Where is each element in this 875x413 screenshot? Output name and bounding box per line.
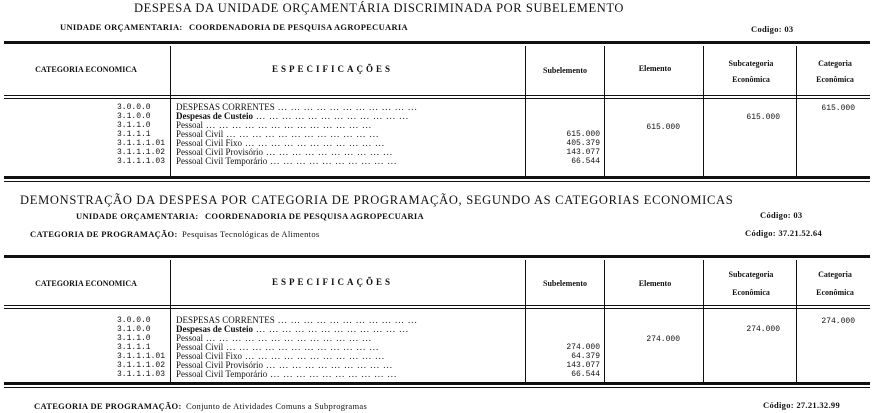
spec: Despesas de Custeio	[176, 324, 254, 334]
section1-header-rule-2	[4, 98, 870, 99]
subelemento-value: 66.544	[571, 157, 600, 166]
code: 3.1.0.0	[117, 112, 151, 121]
section1-unidade	[60, 22, 408, 32]
footer-programacao-label: CATEGORIA DE PROGRAMAÇÃO:	[34, 401, 182, 411]
divider	[604, 260, 605, 382]
section1-header-categoria-econ: Categoria Econômica	[816, 59, 854, 84]
section2-header-subelemento: Subelemento	[543, 279, 587, 288]
subelemento-value: 274.000	[566, 343, 600, 352]
spec: Pessoal Civil Provisório	[176, 147, 264, 157]
subelemento-value: 64.379	[571, 352, 600, 361]
divider	[170, 260, 171, 382]
footer-programacao-value: Conjunto de Atividades Comuns a Subprogramas	[186, 401, 368, 411]
spec: Pessoal Civil Temporário	[176, 156, 268, 166]
section1-bottom-rule-2	[4, 181, 870, 182]
code: 3.1.1.1.03	[117, 157, 166, 166]
code: 3.1.1.1	[117, 343, 151, 352]
section1-top-rule	[4, 41, 870, 44]
section2-header-categoria: CATEGORIA ECONOMICA	[35, 279, 137, 288]
section2-header-subcategoria: Subcategoria Econômica	[728, 270, 774, 297]
section2-title: DEMONSTRAÇÃO DA DESPESA POR CATEGORIA DE PROGRAMAÇÃO, SEGUNDO AS CATEGORIAS ECONOMICAS	[20, 193, 734, 207]
subelemento-value: 143.077	[566, 148, 600, 157]
section1-unidade-label: UNIDADE ORÇAMENTARIA:	[60, 22, 183, 32]
section2-header-rule-2	[4, 308, 870, 309]
section2-bottom-rule-2	[4, 387, 870, 388]
spec: Pessoal Civil	[176, 129, 224, 139]
section1-header-subcategoria: Subcategoria Econômica	[728, 59, 774, 84]
section1-categoria-value: 615.000	[821, 104, 855, 113]
section1-codigo: Codigo: 03	[751, 24, 794, 34]
section1-header-rule	[4, 95, 870, 96]
section1-unidade-value: COORDENADORIA DE PESQUISA AGROPECUARIA	[188, 22, 408, 32]
section1-elemento-value: 615.000	[646, 123, 680, 132]
section2-unidade-value: COORDENADORIA DE PESQUISA AGROPECUARIA	[204, 211, 424, 221]
spec: Pessoal Civil Fixo	[176, 351, 243, 361]
spec: Pessoal Civil	[176, 342, 224, 352]
code: 3.1.1.1.03	[117, 370, 166, 379]
divider	[525, 260, 526, 382]
section2-categoria-value: 274.000	[821, 317, 855, 326]
divider	[796, 260, 797, 382]
section1-header-subelemento: Subelemento	[543, 66, 587, 75]
code: 3.1.1.1.01	[117, 352, 166, 361]
code: 3.0.0.0	[117, 316, 151, 325]
spec: Pessoal	[176, 333, 203, 343]
subelemento-value: 66.544	[571, 370, 600, 379]
section2-specs: DESPESAS CORRENTES ... ... ... ... ... ... ... ... ... ... ... Despesas de Custeio ... ... ... ... ... ... ... ... ... ... ... ... Pessoal ... ... ... ... ... ... ... ... ... ... ... ... ... Pessoal Civil ... ... ... ... ... ... ... ... ... ... ... ... Pessoal Civil Fixo ... ... ... ... ... ... ... ... ... ... ... Pessoal Civil Provisório ... ... ... ... ... ... ... ... ... ... Pessoal Civil Temporário ... ... ... ... ... ... ... ... ... ...	[176, 315, 418, 379]
divider	[604, 46, 605, 176]
spec: Pessoal	[176, 120, 203, 130]
code: 3.0.0.0	[117, 103, 151, 112]
section2-elemento-value: 274.000	[646, 335, 680, 344]
section2-header-categoria-econ: Categoria Econômica	[816, 270, 854, 297]
code: 3.1.0.0	[117, 325, 151, 334]
section2-header-especificacoes: ESPECIFICAÇÕES	[272, 277, 394, 287]
code: 3.1.1.1.01	[117, 139, 166, 148]
code: 3.1.1.0	[117, 121, 151, 130]
spec: Pessoal Civil Fixo	[176, 138, 243, 148]
divider	[170, 46, 171, 176]
code: 3.1.1.1.02	[117, 148, 166, 157]
section2-programacao-label: CATEGORIA DE PROGRAMAÇÃO:	[30, 229, 178, 239]
divider	[525, 46, 526, 176]
section2-unidade-label: UNIDADE ORÇAMENTARIA:	[76, 211, 199, 221]
section1-codes	[117, 103, 165, 166]
spec: Pessoal Civil Temporário	[176, 369, 268, 379]
code: 3.1.1.1	[117, 130, 151, 139]
spec: Pessoal Civil Provisório	[176, 360, 264, 370]
section2-top-rule	[4, 255, 870, 258]
section1-header-especificacoes: ESPECIFICAÇÕES	[272, 64, 394, 74]
footer-programacao	[34, 401, 367, 411]
section2-bottom-rule	[4, 382, 870, 385]
section2-header-rule	[4, 305, 870, 306]
section2-unidade	[76, 211, 424, 221]
spec: Despesas de Custeio	[176, 111, 254, 121]
section1-header-elemento: Elemento	[638, 64, 672, 73]
section1-bottom-rule	[4, 176, 870, 179]
subelemento-value: 615.000	[566, 130, 600, 139]
code: 3.1.1.0	[117, 334, 151, 343]
section2-header-elemento: Elemento	[638, 279, 672, 288]
divider	[703, 46, 704, 176]
footer-codigo: Código: 27.21.32.99	[763, 400, 841, 410]
section2-codigo: Código: 03	[760, 210, 803, 220]
section2-programacao-codigo: Código: 37.21.52.64	[745, 228, 823, 238]
section2-programacao-value: Pesquisas Tecnológicas de Alimentos	[182, 229, 320, 239]
divider	[796, 46, 797, 176]
divider	[703, 260, 704, 382]
spec: DESPESAS CORRENTES	[176, 102, 275, 112]
section1-subelementos	[540, 130, 600, 166]
section2-subcategoria-value: 274.000	[746, 325, 780, 334]
section2-subelementos	[540, 343, 600, 379]
section2-codes	[117, 316, 165, 379]
section1-title: DESPESA DA UNIDADE ORÇAMENTÁRIA DISCRIMINADA POR SUBELEMENTO	[134, 1, 624, 15]
subelemento-value: 405.379	[566, 139, 600, 148]
spec: DESPESAS CORRENTES	[176, 315, 275, 325]
section2-programacao	[30, 229, 320, 239]
section1-specs: DESPESAS CORRENTES ... ... ... ... ... ... ... ... ... ... ... Despesas de Custeio ... ... ... ... ... ... ... ... ... ... ... ... Pessoal ... ... ... ... ... ... ... ... ... ... ... ... ... Pessoal Civil ... ... ... ... ... ... ... ... ... ... ... ... Pessoal Civil Fixo ... ... ... ... ... ... ... ... ... ... ... Pessoal Civil Provisório ... ... ... ... ... ... ... ... ... ... Pessoal Civil Temporário ... ... ... ... ... ... ... ... ... ...	[176, 102, 418, 166]
section1-header-categoria: CATEGORIA ECONOMICA	[35, 65, 137, 74]
subelemento-value: 143.077	[566, 361, 600, 370]
code: 3.1.1.1.02	[117, 361, 166, 370]
section1-subcategoria-value: 615.000	[746, 113, 780, 122]
